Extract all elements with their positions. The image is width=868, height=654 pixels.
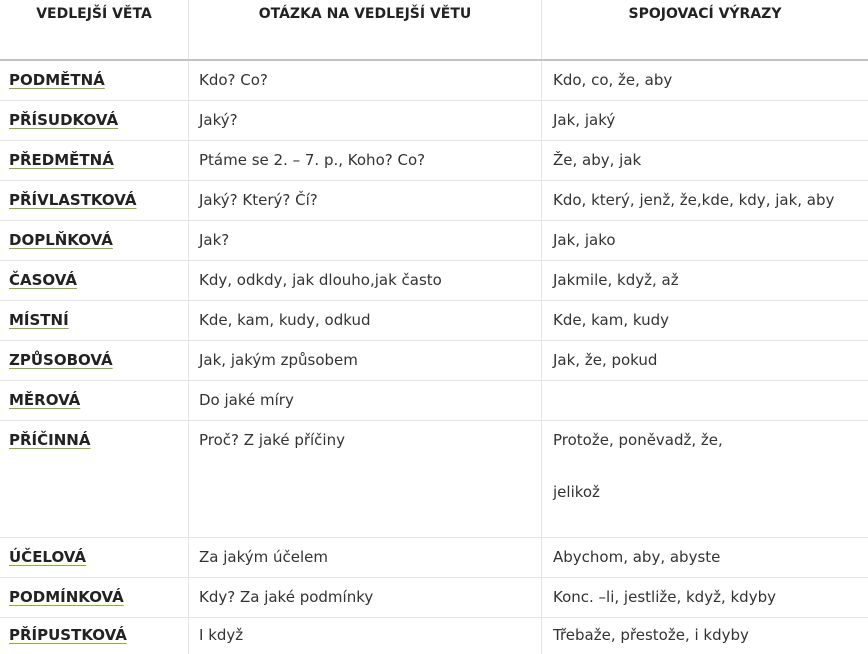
clause-link-merova[interactable]: MĚROVÁ [9, 391, 81, 409]
connectors-cell: Jak, jaký [553, 111, 616, 129]
clause-link-prisudkova[interactable]: PŘÍSUDKOVÁ [9, 111, 119, 129]
table-row [0, 618, 868, 654]
question-cell: Do jaké míry [189, 381, 542, 420]
connectors-cell: Jak, jako [553, 231, 616, 249]
clause-link-predmetna[interactable]: PŘEDMĚTNÁ [9, 151, 114, 169]
header-spojovaci-vyrazy: SPOJOVACÍ VÝRAZY [628, 6, 782, 22]
question-cell: Proč? Z jaké příčiny [189, 421, 542, 537]
clause-link-privlastkova[interactable]: PŘÍVLASTKOVÁ [9, 191, 137, 209]
table-row [0, 578, 868, 618]
table-header-row [0, 0, 868, 61]
table-row [0, 181, 868, 221]
question-cell: Ptáme se 2. – 7. p., Koho? Co? [189, 141, 542, 180]
table-row [0, 101, 868, 141]
table-row [0, 421, 868, 538]
connectors-cell: Že, aby, jak [553, 151, 642, 169]
clause-link-casova[interactable]: ČASOVÁ [9, 271, 77, 289]
connectors-cell: Kdo, co, že, aby [553, 71, 673, 89]
clause-link-mistni[interactable]: MÍSTNÍ [9, 311, 69, 329]
table-row [0, 381, 868, 421]
question-cell: Kdo? Co? [189, 61, 542, 100]
table-row [0, 538, 868, 578]
clause-link-ucelova[interactable]: ÚČELOVÁ [9, 548, 87, 566]
connectors-cell: Protože, poněvadž, že, jelikož [553, 431, 723, 501]
table-row [0, 301, 868, 341]
connectors-cell: Jak, že, pokud [553, 351, 658, 369]
connectors-cell: Třebaže, přestože, i kdyby [553, 626, 749, 644]
clause-link-podminkova[interactable]: PODMÍNKOVÁ [9, 588, 124, 606]
table-row [0, 61, 868, 101]
question-cell: Jak? [189, 221, 542, 260]
question-cell: Jak, jakým způsobem [189, 341, 542, 380]
question-cell: Jaký? Který? Čí? [189, 181, 542, 220]
clause-link-doplnkova[interactable]: DOPLŇKOVÁ [9, 231, 113, 249]
table-row [0, 341, 868, 381]
table-row [0, 141, 868, 181]
clause-link-pricinna[interactable]: PŘÍČINNÁ [9, 431, 91, 449]
clause-link-pripustkova[interactable]: PŘÍPUSTKOVÁ [9, 626, 127, 644]
connectors-cell: Jakmile, když, až [553, 271, 679, 289]
connectors-cell: Kde, kam, kudy [553, 311, 670, 329]
clause-link-zpusobova[interactable]: ZPŮSOBOVÁ [9, 351, 113, 369]
connectors-cell: Konc. –li, jestliže, když, kdyby [553, 588, 776, 606]
question-cell: Kdy? Za jaké podmínky [189, 578, 542, 617]
connectors-cell [542, 381, 868, 420]
clause-link-podmetna[interactable]: PODMĚTNÁ [9, 71, 105, 89]
question-cell: Kdy, odkdy, jak dlouho,jak často [189, 261, 542, 300]
table-row [0, 221, 868, 261]
question-cell: Jaký? [189, 101, 542, 140]
header-vedlejsi-veta: VEDLEJŠÍ VĚTA [0, 0, 189, 59]
question-cell: Kde, kam, kudy, odkud [189, 301, 542, 340]
question-cell: Za jakým účelem [189, 538, 542, 577]
header-otazka: OTÁZKA NA VEDLEJŠÍ VĚTU [189, 0, 542, 59]
connectors-cell: Kdo, který, jenž, že,kde, kdy, jak, aby [553, 191, 835, 209]
question-cell: I když [189, 618, 542, 654]
table-row [0, 261, 868, 301]
connectors-cell: Abychom, aby, abyste [553, 548, 721, 566]
